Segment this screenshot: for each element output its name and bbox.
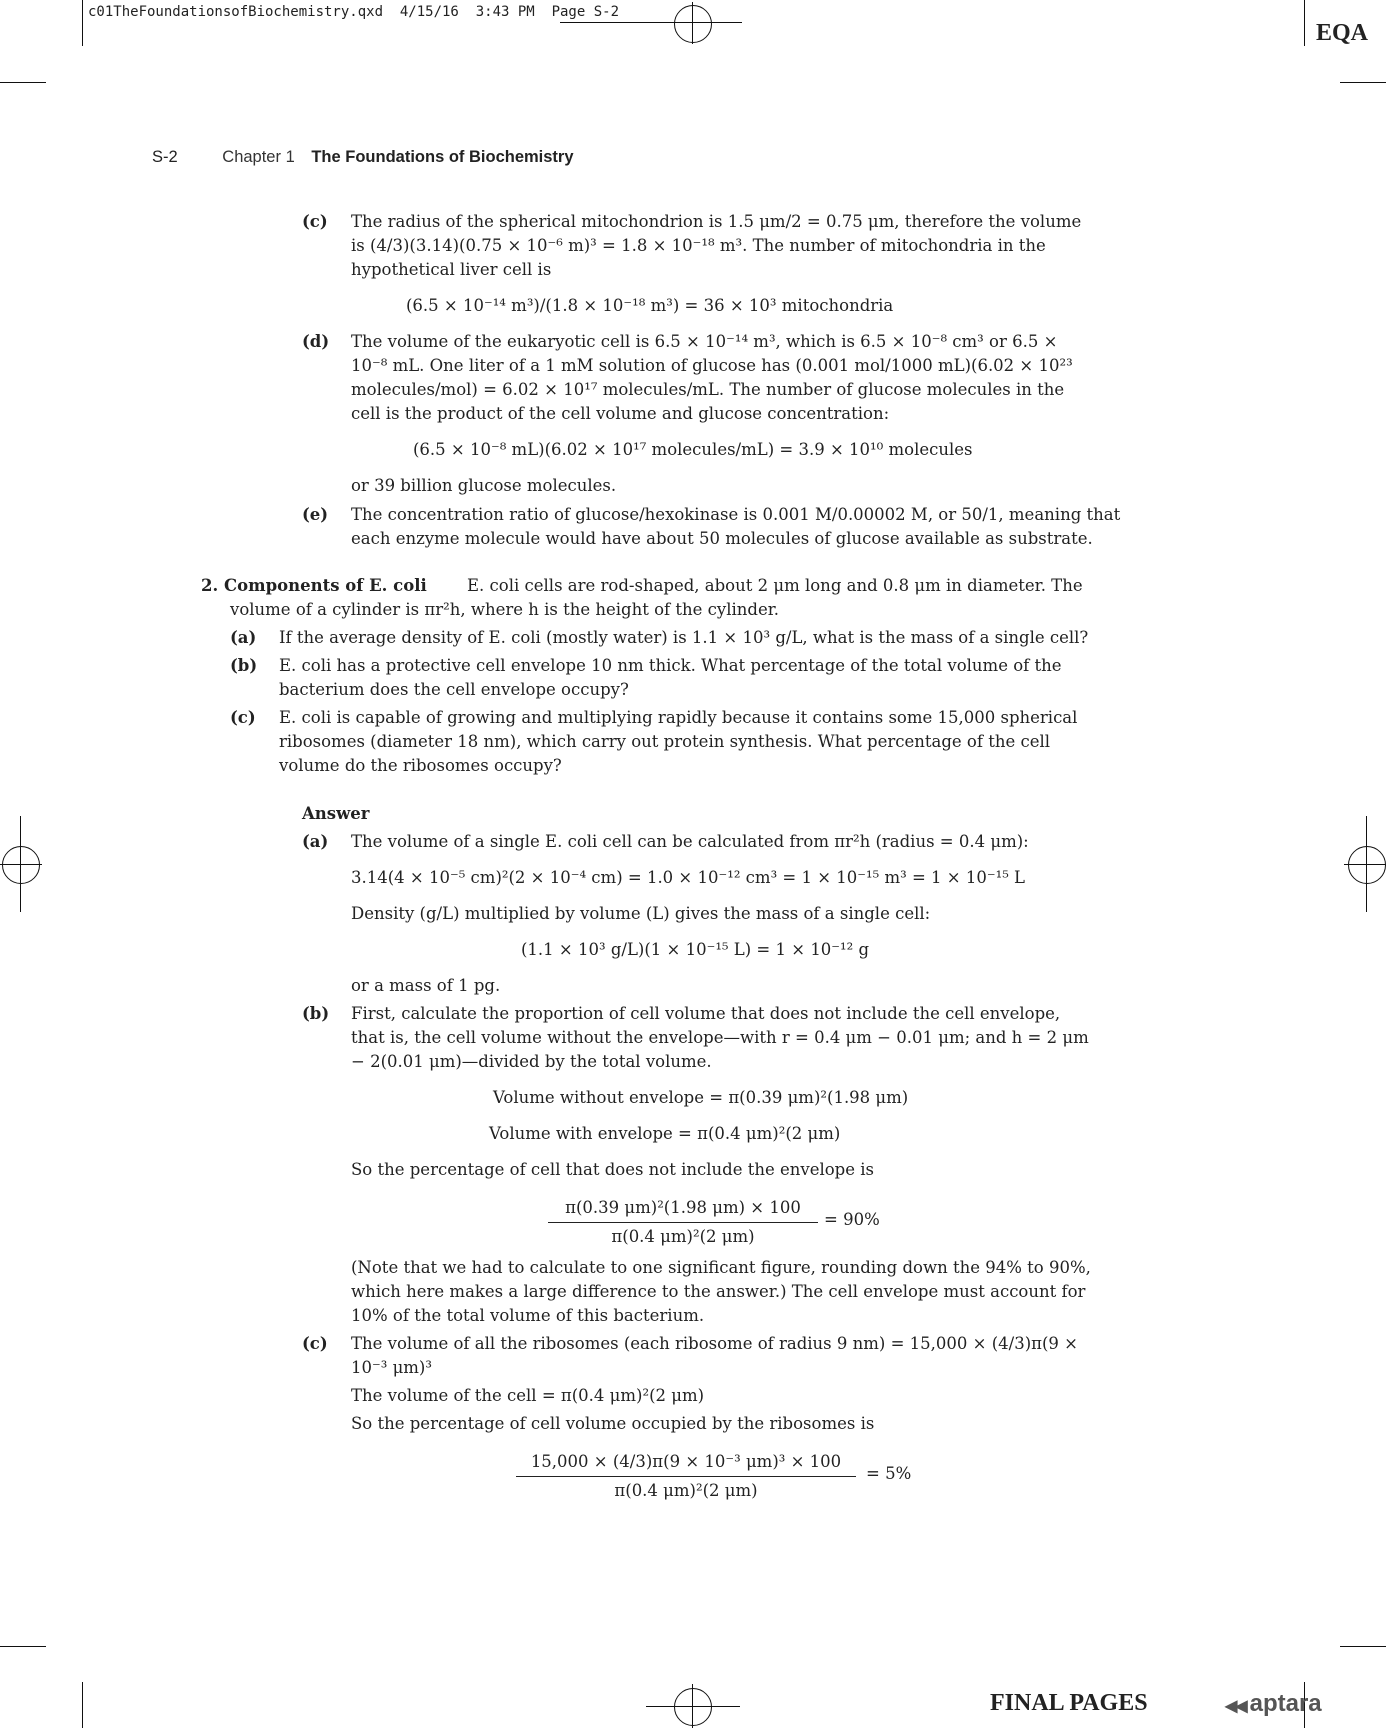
crop-mark	[1304, 0, 1305, 46]
part-label: (c)	[302, 212, 328, 231]
part-label: (c)	[230, 708, 256, 727]
registration-mark	[2, 846, 40, 884]
text-line: which here makes a large difference to the answer.) The cell envelope must account for	[351, 1282, 1086, 1301]
registration-line	[560, 22, 742, 23]
aptara-logo	[1225, 1690, 1322, 1718]
file-info: c01TheFoundationsofBiochemistry.qxd 4/15/16 3:43 PM Page S-2	[88, 4, 620, 20]
text-line: ribosomes (diameter 18 nm), which carry out protein synthesis. What percentage of the cell	[279, 732, 1051, 751]
registration-mark	[674, 1688, 712, 1726]
text-line: The concentration ratio of glucose/hexokinase is 0.001 M/0.00002 M, or 50/1, meaning that	[351, 505, 1121, 524]
final-pages-label: FINAL PAGES	[990, 1690, 1148, 1716]
page-number: S-2	[152, 148, 178, 166]
logo-text: aptara	[1249, 1690, 1322, 1717]
text-line: The volume of a single E. coli cell can be calculated from πr²h (radius = 0.4 μm):	[351, 832, 1029, 851]
text-line: E. coli cells are rod-shaped, about 2 μm long and 0.8 μm in diameter. The	[467, 576, 1083, 595]
problem-heading: 2. Components of E. coli	[201, 576, 427, 595]
crop-mark	[1340, 82, 1386, 83]
crop-mark	[82, 0, 83, 46]
part-label: (a)	[302, 832, 329, 851]
text-line: 10% of the total volume of this bacterium.	[351, 1306, 705, 1325]
part-label: (b)	[302, 1004, 330, 1023]
answer-heading: Answer	[302, 804, 370, 823]
equation: (1.1 × 10³ g/L)(1 × 10⁻¹⁵ L) = 1 × 10⁻¹² g	[521, 940, 870, 959]
fraction-numerator: 15,000 × (4/3)π(9 × 10⁻³ μm)³ × 100	[516, 1450, 856, 1477]
text-line: The volume of the cell = π(0.4 μm)²(2 μm)	[351, 1386, 705, 1405]
equation: Volume with envelope = π(0.4 μm)²(2 μm)	[489, 1124, 841, 1143]
registration-mark	[1348, 846, 1386, 884]
text-line: (Note that we had to calculate to one significant figure, rounding down the 94% to 90%,	[351, 1258, 1091, 1277]
text-line: So the percentage of cell volume occupied by the ribosomes is	[351, 1414, 875, 1433]
part-label: (a)	[230, 628, 257, 647]
crop-mark	[0, 1646, 46, 1647]
text-line: volume do the ribosomes occupy?	[279, 756, 562, 775]
logo-mark-icon: ◀◀	[1225, 1698, 1246, 1715]
text-line: hypothetical liver cell is	[351, 260, 552, 279]
chapter-title: The Foundations of Biochemistry	[311, 148, 574, 166]
part-label: (d)	[302, 332, 330, 351]
chapter-label: Chapter 1	[222, 148, 295, 166]
fraction-denominator: π(0.4 μm)²(2 μm)	[614, 1481, 758, 1500]
fraction	[516, 1450, 856, 1503]
text-line: So the percentage of cell that does not include the envelope is	[351, 1160, 874, 1179]
text-line: Density (g/L) multiplied by volume (L) gives the mass of a single cell:	[351, 904, 931, 923]
equation: 3.14(4 × 10⁻⁵ cm)²(2 × 10⁻⁴ cm) = 1.0 × 10⁻¹² cm³ = 1 × 10⁻¹⁵ m³ = 1 × 10⁻¹⁵ L	[351, 868, 1026, 887]
part-label: (b)	[230, 656, 258, 675]
text-line: bacterium does the cell envelope occupy?	[279, 680, 629, 699]
job-code: EQA	[1315, 20, 1368, 46]
registration-mark	[674, 5, 712, 43]
fraction-result: = 90%	[824, 1210, 880, 1229]
text-line: First, calculate the proportion of cell volume that does not include the cell envelope,	[351, 1004, 1061, 1023]
text-line: The volume of all the ribosomes (each ribosome of radius 9 nm) = 15,000 × (4/3)π(9 ×	[351, 1334, 1078, 1353]
text-line: 10⁻⁸ mL. One liter of a 1 mM solution of glucose has (0.001 mol/1000 mL)(6.02 × 10²³	[351, 356, 1073, 375]
text-line: E. coli is capable of growing and multiplying rapidly because it contains some 15,000 spherical	[279, 708, 1078, 727]
part-label: (c)	[302, 1334, 328, 1353]
text-line: volume of a cylinder is πr²h, where h is the height of the cylinder.	[230, 600, 780, 619]
equation: (6.5 × 10⁻⁸ mL)(6.02 × 10¹⁷ molecules/mL) = 3.9 × 10¹⁰ molecules	[413, 440, 973, 459]
crop-mark	[0, 82, 46, 83]
fraction-denominator: π(0.4 μm)²(2 μm)	[611, 1227, 755, 1246]
text-line: molecules/mol) = 6.02 × 10¹⁷ molecules/mL. The number of glucose molecules in the	[351, 380, 1065, 399]
text-line: that is, the cell volume without the envelope—with r = 0.4 μm − 0.01 μm; and h = 2 μm	[351, 1028, 1089, 1047]
text-line: − 2(0.01 μm)—divided by the total volume.	[351, 1052, 712, 1071]
part-label: (e)	[302, 505, 329, 524]
equation: Volume without envelope = π(0.39 μm)²(1.98 μm)	[493, 1088, 909, 1107]
text-line: The volume of the eukaryotic cell is 6.5 × 10⁻¹⁴ m³, which is 6.5 × 10⁻⁸ cm³ or 6.5 ×	[351, 332, 1058, 351]
text-line: The radius of the spherical mitochondrion is 1.5 μm/2 = 0.75 μm, therefore the volume	[351, 212, 1082, 231]
text-line: each enzyme molecule would have about 50 molecules of glucose available as substrate.	[351, 529, 1093, 548]
fraction-numerator: π(0.39 μm)²(1.98 μm) × 100	[548, 1196, 818, 1223]
text-line: If the average density of E. coli (mostly water) is 1.1 × 10³ g/L, what is the mass of a single cell?	[279, 628, 1089, 647]
text-line: E. coli has a protective cell envelope 10 nm thick. What percentage of the total volume of the	[279, 656, 1062, 675]
text-line: cell is the product of the cell volume and glucose concentration:	[351, 404, 890, 423]
text-line: or 39 billion glucose molecules.	[351, 476, 617, 495]
crop-mark	[1340, 1646, 1386, 1647]
crop-mark	[82, 1682, 83, 1728]
equation: (6.5 × 10⁻¹⁴ m³)/(1.8 × 10⁻¹⁸ m³) = 36 × 10³ mitochondria	[406, 296, 894, 315]
text-line: or a mass of 1 pg.	[351, 976, 501, 995]
running-head	[152, 148, 574, 167]
fraction-result: = 5%	[866, 1464, 912, 1483]
fraction	[548, 1196, 818, 1249]
text-line: is (4/3)(3.14)(0.75 × 10⁻⁶ m)³ = 1.8 × 10⁻¹⁸ m³. The number of mitochondria in the	[351, 236, 1046, 255]
text-line: 10⁻³ μm)³	[351, 1358, 432, 1377]
